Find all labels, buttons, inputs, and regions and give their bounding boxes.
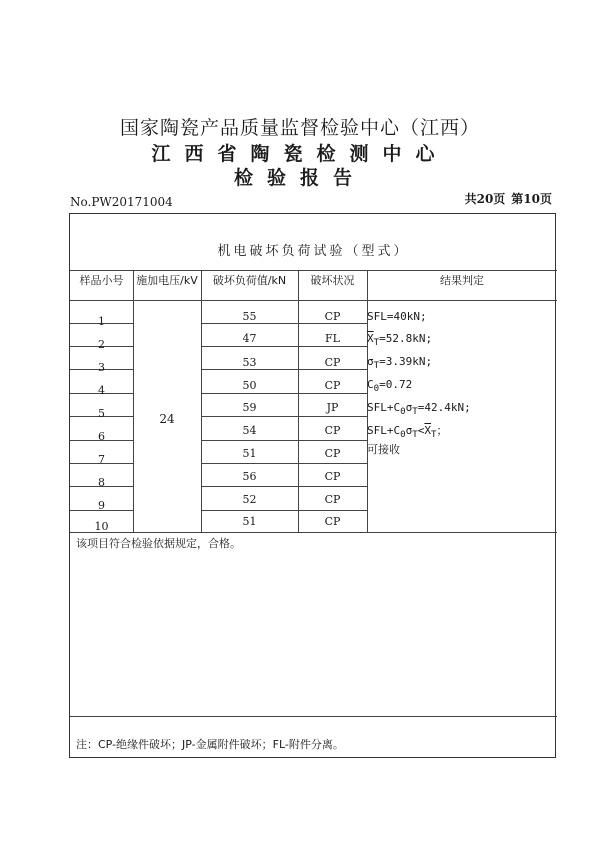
note-top-rule: [70, 716, 557, 717]
row-rule: [201, 393, 367, 394]
result-calc: [367, 401, 471, 417]
sigma-value: =3.39kN;: [379, 355, 433, 368]
failure-mode: CP: [324, 424, 341, 437]
failure-mode: CP: [324, 493, 341, 506]
sample-no: 10: [94, 520, 109, 533]
row-rule: [201, 463, 367, 464]
failing-load: 55: [242, 310, 257, 323]
failure-mode: FL: [325, 332, 340, 345]
cmp-prefix: SFL+C: [367, 424, 401, 437]
voltage-value: 24: [159, 412, 175, 426]
row-rule: [201, 510, 367, 511]
row-rule: [201, 486, 367, 487]
conclusion-text: 该项目符合检验依据规定，合格。: [76, 537, 241, 550]
sample-no: 1: [98, 315, 105, 328]
failure-mode: JP: [326, 401, 339, 414]
c0-subscript: 0: [373, 383, 380, 395]
sample-no: 5: [98, 407, 105, 420]
cmp-mean-symbol: $\overline{X}$: [424, 424, 432, 437]
failing-load: 51: [242, 447, 257, 460]
col-header-voltage: 施加电压/kV: [136, 274, 198, 287]
failure-mode: CP: [324, 447, 341, 460]
failure-mode: CP: [324, 356, 341, 369]
row-rule: [201, 323, 367, 324]
sample-no: 7: [98, 453, 105, 466]
page-current: 第10页: [511, 192, 552, 206]
sigma-symbol: σ: [367, 355, 374, 368]
result-mean: [367, 332, 432, 348]
failure-mode: CP: [324, 515, 341, 528]
legend-note: 注：CP-绝缘件破坏；JP-金属附件破坏；FL-附件分离。: [76, 738, 344, 751]
failing-load: 53: [242, 356, 257, 369]
col-header-result: 结果判定: [440, 274, 484, 287]
result-compare: [367, 422, 448, 440]
c0-value: =0.72: [379, 378, 413, 391]
col-header-failure-mode: 破坏状况: [310, 274, 355, 287]
sample-no: 9: [98, 499, 105, 512]
cmp-operator: <: [417, 424, 425, 437]
row-rule: [201, 369, 367, 370]
failing-load: 47: [242, 332, 257, 345]
sample-no: 4: [98, 384, 105, 397]
report-header-org: 国家陶瓷产品质量监督检验中心（江西）: [119, 117, 480, 139]
result-verdict: 可接收: [367, 443, 400, 456]
col-header-sample-no: 样品小号: [79, 274, 124, 287]
failing-load: 56: [242, 470, 257, 483]
failing-load: 59: [242, 401, 257, 414]
failing-load: 50: [242, 379, 257, 392]
calc-sigma: σ: [405, 401, 413, 414]
cmp-subscript: 0: [400, 429, 406, 441]
c0-label: C: [367, 378, 374, 391]
sample-no: 6: [98, 430, 105, 443]
report-header-center: 江西省陶瓷检测中心: [151, 143, 449, 165]
failure-mode: CP: [324, 379, 341, 392]
row-rule: [201, 346, 367, 347]
failing-load: 52: [242, 493, 257, 506]
sample-no: 3: [98, 361, 105, 374]
report-header-title: 检验报告: [233, 167, 366, 189]
result-c0: [367, 378, 412, 394]
table-bottom-rule: [70, 532, 557, 533]
report-number: No.PW20171004: [70, 195, 173, 209]
result-sfl: SFL=40kN;: [367, 310, 427, 323]
col-header-failing-load: 破坏负荷值/kN: [212, 274, 287, 287]
failure-mode: CP: [324, 310, 341, 323]
failing-load: 54: [242, 424, 257, 437]
row-rule: [201, 416, 367, 417]
calc-value: =42.4kN;: [417, 401, 471, 414]
failing-load: 51: [242, 515, 257, 528]
page-info: [459, 190, 552, 207]
mean-subscript: T: [373, 337, 380, 349]
sample-no: 8: [98, 476, 105, 489]
mean-value: =52.8kN;: [379, 332, 433, 345]
header-top-rule: [70, 270, 557, 271]
sample-no: 2: [98, 338, 105, 351]
calc-prefix: SFL+C: [367, 401, 401, 414]
cmp-sigma-subscript: T: [412, 429, 418, 441]
cmp-sigma: σ: [405, 424, 413, 437]
cmp-end: ；: [436, 424, 448, 437]
calc-subscript: 0: [400, 406, 406, 418]
test-table: [69, 213, 556, 758]
calc-sigma-subscript: T: [412, 406, 418, 418]
row-rule: [201, 440, 367, 441]
header-bottom-rule: [70, 300, 557, 301]
mean-symbol: $\overline{X}$: [367, 332, 374, 345]
result-sigma: [367, 355, 432, 371]
sigma-subscript: T: [373, 360, 380, 372]
page-total: 共20页: [464, 192, 506, 206]
cmp-mean-subscript: T: [431, 429, 437, 441]
failure-mode: CP: [324, 470, 341, 483]
col-rule: [133, 270, 134, 532]
table-title: 机电破坏负荷试验（型式）: [217, 244, 410, 259]
